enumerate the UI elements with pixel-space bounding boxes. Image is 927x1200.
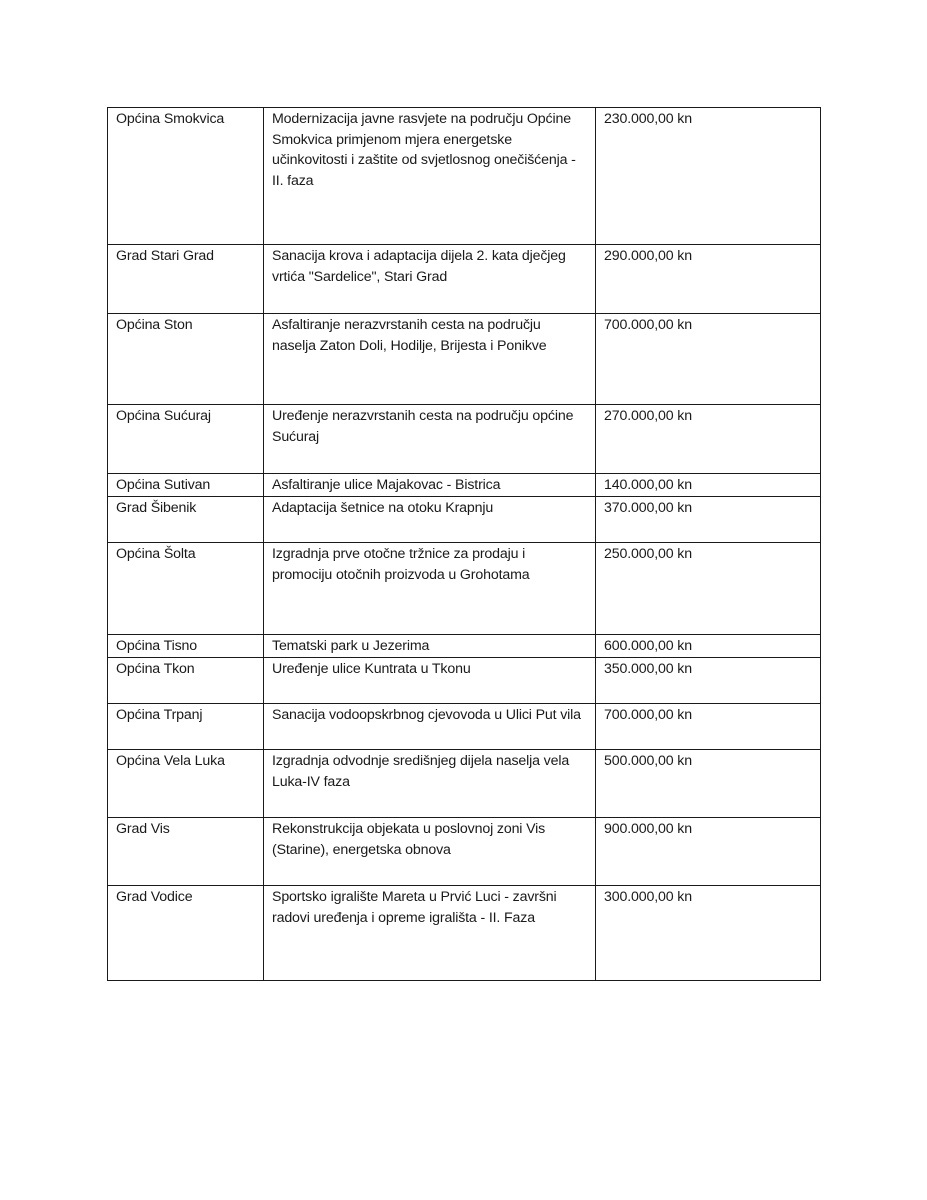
amount-cell: 700.000,00 kn (596, 704, 821, 750)
applicant-cell: Grad Vodice (108, 886, 264, 981)
applicant-cell: Općina Vela Luka (108, 750, 264, 818)
table-row (108, 314, 821, 405)
grants-table (107, 107, 821, 981)
project-cell: Asfaltiranje ulice Majakovac - Bistrica (264, 474, 596, 497)
applicant-cell: Grad Vis (108, 818, 264, 886)
table-row (108, 750, 821, 818)
project-cell: Sportsko igralište Mareta u Prvić Luci - završni radovi uređenja i opreme igrališta - II. Faza (264, 886, 596, 981)
table-row (108, 405, 821, 474)
amount-cell: 500.000,00 kn (596, 750, 821, 818)
amount-cell: 370.000,00 kn (596, 497, 821, 543)
project-cell: Sanacija krova i adaptacija dijela 2. kata dječjeg vrtića "Sardelice", Stari Grad (264, 245, 596, 314)
amount-cell: 230.000,00 kn (596, 108, 821, 245)
table-row (108, 497, 821, 543)
project-cell: Uređenje ulice Kuntrata u Tkonu (264, 658, 596, 704)
project-cell: Modernizacija javne rasvjete na području Općine Smokvica primjenom mjera energetske učinkovitosti i zaštite od svjetlosnog onečišćenja - II. faza (264, 108, 596, 245)
project-cell: Tematski park u Jezerima (264, 635, 596, 658)
project-cell: Izgradnja prve otočne tržnice za prodaju i promociju otočnih proizvoda u Grohotama (264, 543, 596, 635)
amount-cell: 270.000,00 kn (596, 405, 821, 474)
applicant-cell: Grad Stari Grad (108, 245, 264, 314)
table-row (108, 704, 821, 750)
table-row (108, 245, 821, 314)
project-cell: Rekonstrukcija objekata u poslovnoj zoni Vis (Starine), energetska obnova (264, 818, 596, 886)
table-row (108, 474, 821, 497)
amount-cell: 300.000,00 kn (596, 886, 821, 981)
amount-cell: 250.000,00 kn (596, 543, 821, 635)
amount-cell: 900.000,00 kn (596, 818, 821, 886)
project-cell: Izgradnja odvodnje središnjeg dijela naselja vela Luka-IV faza (264, 750, 596, 818)
table-row (108, 886, 821, 981)
applicant-cell: Grad Šibenik (108, 497, 264, 543)
project-cell: Adaptacija šetnice na otoku Krapnju (264, 497, 596, 543)
applicant-cell: Općina Tkon (108, 658, 264, 704)
applicant-cell: Općina Šolta (108, 543, 264, 635)
table-row (108, 108, 821, 245)
amount-cell: 700.000,00 kn (596, 314, 821, 405)
table-row (108, 658, 821, 704)
applicant-cell: Općina Smokvica (108, 108, 264, 245)
table-row (108, 818, 821, 886)
project-cell: Uređenje nerazvrstanih cesta na području općine Sućuraj (264, 405, 596, 474)
applicant-cell: Općina Trpanj (108, 704, 264, 750)
applicant-cell: Općina Ston (108, 314, 264, 405)
applicant-cell: Općina Sućuraj (108, 405, 264, 474)
amount-cell: 290.000,00 kn (596, 245, 821, 314)
project-cell: Sanacija vodoopskrbnog cjevovoda u Ulici Put vila (264, 704, 596, 750)
amount-cell: 600.000,00 kn (596, 635, 821, 658)
amount-cell: 140.000,00 kn (596, 474, 821, 497)
project-cell: Asfaltiranje nerazvrstanih cesta na području naselja Zaton Doli, Hodilje, Brijesta i Ponikve (264, 314, 596, 405)
table-row (108, 635, 821, 658)
amount-cell: 350.000,00 kn (596, 658, 821, 704)
table-row (108, 543, 821, 635)
applicant-cell: Općina Sutivan (108, 474, 264, 497)
applicant-cell: Općina Tisno (108, 635, 264, 658)
